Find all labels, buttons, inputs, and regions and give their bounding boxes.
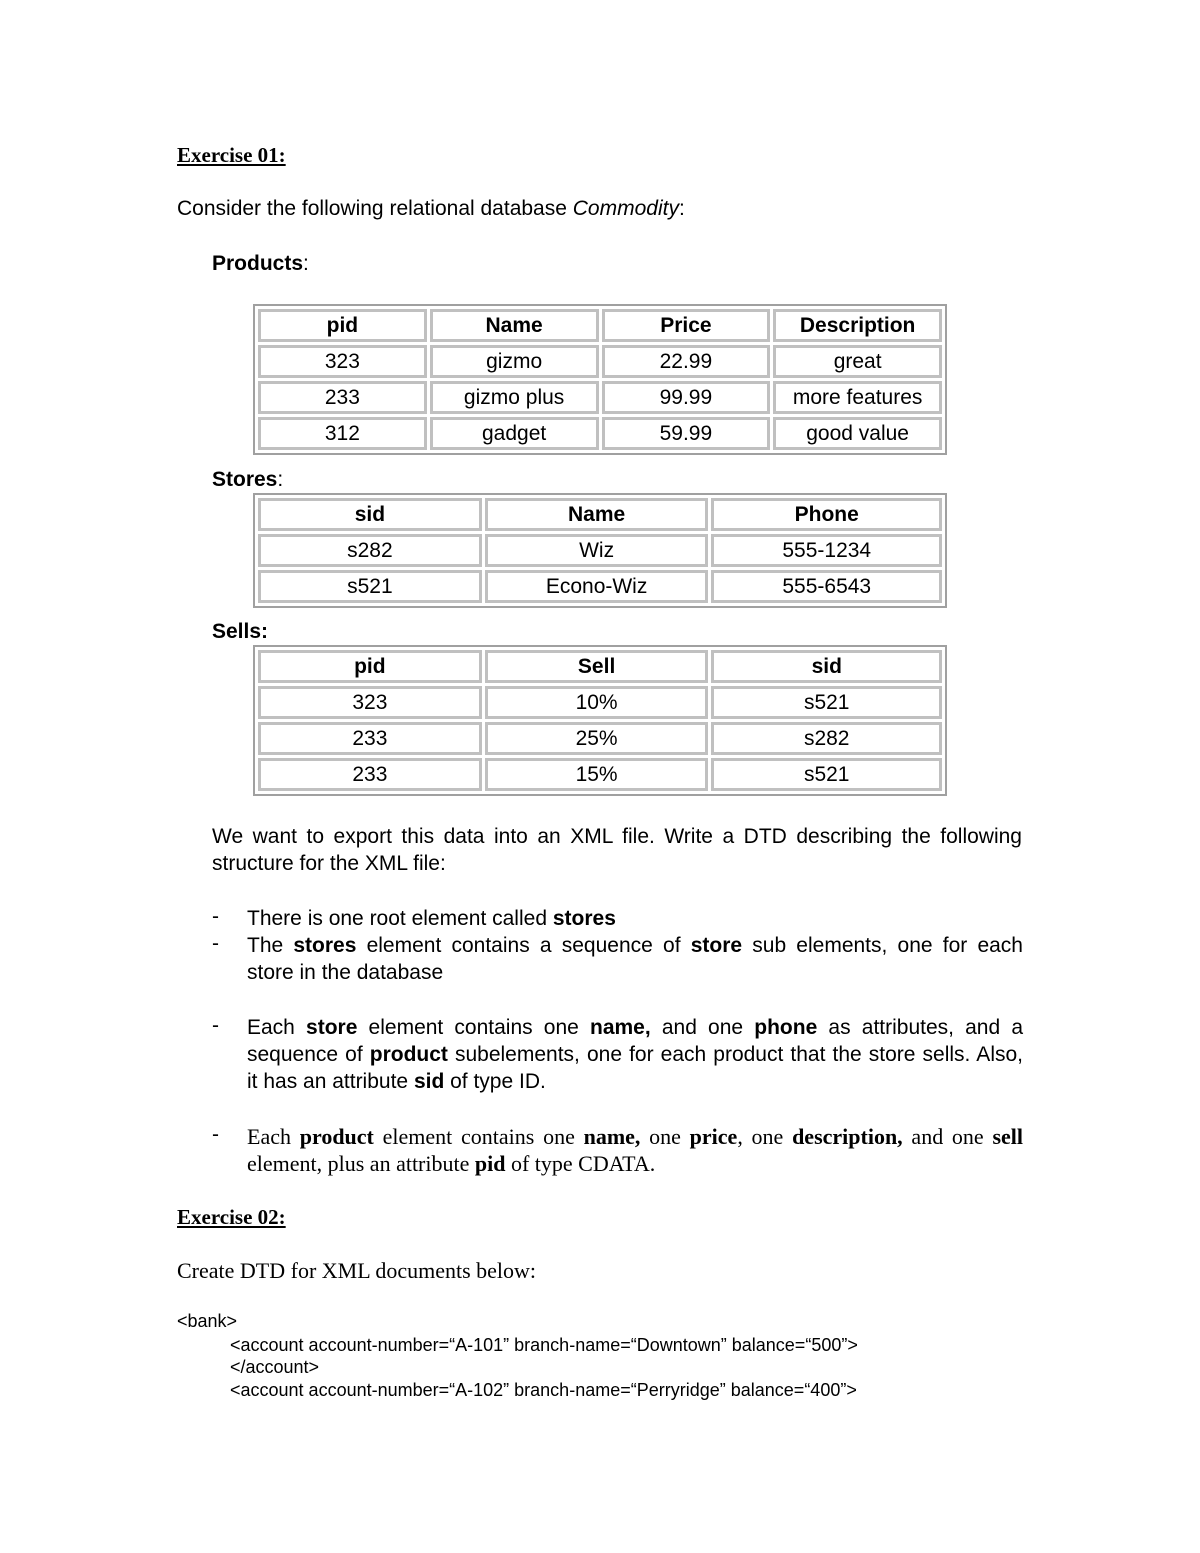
table-row [258, 570, 942, 603]
table-cell: 555-1234 [711, 534, 942, 567]
products-table [253, 304, 947, 455]
code-line: <account account-number=“A-101” branch-name=“Downtown” balance=“500”> [230, 1335, 858, 1355]
table-cell: 233 [258, 758, 482, 791]
table-cell: good value [773, 417, 942, 450]
code-line: <account account-number=“A-102” branch-name=“Perryridge” balance=“400”> [230, 1380, 857, 1400]
sells-label: Sells: [212, 620, 269, 643]
table-cell: 323 [258, 345, 427, 378]
table-row [258, 534, 942, 567]
intro-prefix: Consider the following relational database [177, 197, 573, 220]
list-item-text: There is one root element called stores [247, 907, 616, 930]
table-cell: 10% [485, 686, 709, 719]
table-cell: s521 [711, 758, 942, 791]
column-header: Name [485, 498, 709, 531]
table-cell: Econo-Wiz [485, 570, 709, 603]
column-header: Sell [485, 650, 709, 683]
column-header: pid [258, 650, 482, 683]
list-item-text: Each product element contains one name, one price, one description, and one sell element, plus an attribute pid of type CDATA. [247, 1124, 1024, 1176]
table-cell: 233 [258, 381, 427, 414]
table-cell: 15% [485, 758, 709, 791]
exercise-2-heading: Exercise 02: [177, 1205, 286, 1229]
table-cell: gadget [430, 417, 599, 450]
bullet-dash: - [212, 1014, 219, 1037]
stores-label: Stores: [212, 468, 284, 491]
table-header-row [258, 498, 942, 531]
products-label: Products: [212, 252, 309, 275]
column-header: Name [430, 309, 599, 342]
bullet-dash: - [212, 1123, 219, 1146]
column-header: sid [258, 498, 482, 531]
table-cell: 233 [258, 722, 482, 755]
table-cell: Wiz [485, 534, 709, 567]
column-header: pid [258, 309, 427, 342]
intro-suffix: : [678, 197, 685, 220]
table-cell: 59.99 [602, 417, 771, 450]
table-header-row [258, 650, 942, 683]
intro-db-name: Commodity [572, 197, 679, 220]
table-cell: 555-6543 [711, 570, 942, 603]
stores-table [253, 493, 947, 608]
table-cell: 99.99 [602, 381, 771, 414]
list-item-text: Each store element contains one name, and one phone as attributes, and a sequence of product subelements, one for each product that the store sells. Also, it has an attribute sid of type ID. [247, 1016, 1024, 1093]
table-cell: great [773, 345, 942, 378]
table-cell: s282 [258, 534, 482, 567]
task-paragraph: We want to export this data into an XML file. Write a DTD describing the following structure for the XML file: [212, 825, 1022, 875]
table-row [258, 686, 942, 719]
table-cell: s282 [711, 722, 942, 755]
column-header: Description [773, 309, 942, 342]
column-header: sid [711, 650, 942, 683]
exercise-2-intro: Create DTD for XML documents below: [177, 1258, 537, 1283]
table-cell: more features [773, 381, 942, 414]
table-cell: 323 [258, 686, 482, 719]
table-cell: s521 [258, 570, 482, 603]
table-row [258, 345, 942, 378]
table-cell: 22.99 [602, 345, 771, 378]
bullet-dash: - [212, 932, 219, 955]
table-cell: 25% [485, 722, 709, 755]
exercise-1-heading: Exercise 01: [177, 143, 286, 167]
table-header-row [258, 309, 942, 342]
table-row [258, 417, 942, 450]
table-row [258, 381, 942, 414]
code-line: </account> [230, 1357, 320, 1377]
bullet-dash: - [212, 905, 219, 928]
table-row [258, 722, 942, 755]
exercise-1-intro [177, 197, 685, 221]
table-row [258, 758, 942, 791]
column-header: Price [602, 309, 771, 342]
table-cell: gizmo plus [430, 381, 599, 414]
list-item-text: The stores element contains a sequence of store sub elements, one for each store in the database [247, 934, 1023, 984]
table-cell: 312 [258, 417, 427, 450]
table-cell: s521 [711, 686, 942, 719]
table-cell: gizmo [430, 345, 599, 378]
code-line: <bank> [177, 1311, 238, 1331]
sells-table [253, 645, 947, 796]
column-header: Phone [711, 498, 942, 531]
